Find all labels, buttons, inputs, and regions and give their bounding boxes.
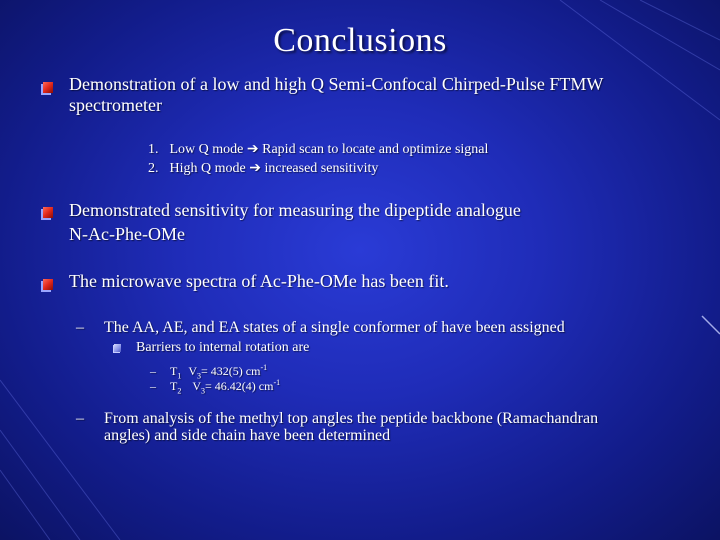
slide-title: Conclusions — [273, 22, 447, 59]
numbered-item-text: increased sensitivity — [260, 161, 379, 176]
bullet-2-line-2: N-Ac-Phe-OMe — [69, 224, 185, 244]
barrier-item-1: – $T_1$ $V_3= 432(5)$ $cm^{-1}$ — [150, 363, 268, 381]
sub-item-2 — [76, 411, 598, 427]
bullet-marker — [43, 279, 53, 290]
sub-item-1 — [76, 320, 565, 336]
nested-item-text: Barriers to internal rotation are — [136, 340, 310, 355]
sub-bullet-marker — [114, 344, 121, 352]
numbered-item-1 — [148, 140, 488, 159]
dash-marker: – — [76, 410, 84, 427]
sub-item-2-line-2: angles) and side chain have been determined — [104, 427, 391, 444]
arrow-right-icon: ➔ — [249, 161, 261, 176]
numbered-item-2 — [148, 159, 378, 178]
bullet-3-line-1: The microwave spectra of Ac-Phe-OMe has been fit. — [69, 271, 449, 291]
sub-item-text: The AA, AE, and EA states of a single conformer of have been assigned — [104, 319, 565, 336]
numbered-item-text: Rapid scan to locate and optimize signal — [258, 142, 489, 157]
sub-item-text: From analysis of the methyl top angles the peptide backbone (Ramachandran — [104, 410, 599, 427]
dash-marker: – — [76, 319, 84, 336]
bullet-2-line-1: Demonstrated sensitivity for measuring the dipeptide analogue — [69, 200, 521, 220]
numbered-item-text: Low Q mode — [169, 142, 247, 157]
numbered-item-number: 1. — [148, 142, 159, 157]
arrow-right-icon: ➔ — [246, 142, 259, 157]
bullet-marker — [43, 82, 53, 93]
bullet-1-line-2: spectrometer — [69, 95, 162, 115]
numbered-item-text: High Q mode — [169, 161, 250, 176]
bullet-1-line-1: Demonstration of a low and high Q Semi-Confocal Chirped-Pulse FTMW — [69, 74, 604, 94]
barrier-item-2: – $T_2$ $V_3= 46.42(4)$ $cm^{-1}$ — [150, 378, 281, 396]
numbered-item-number: 2. — [148, 161, 159, 176]
bullet-marker — [43, 207, 53, 218]
